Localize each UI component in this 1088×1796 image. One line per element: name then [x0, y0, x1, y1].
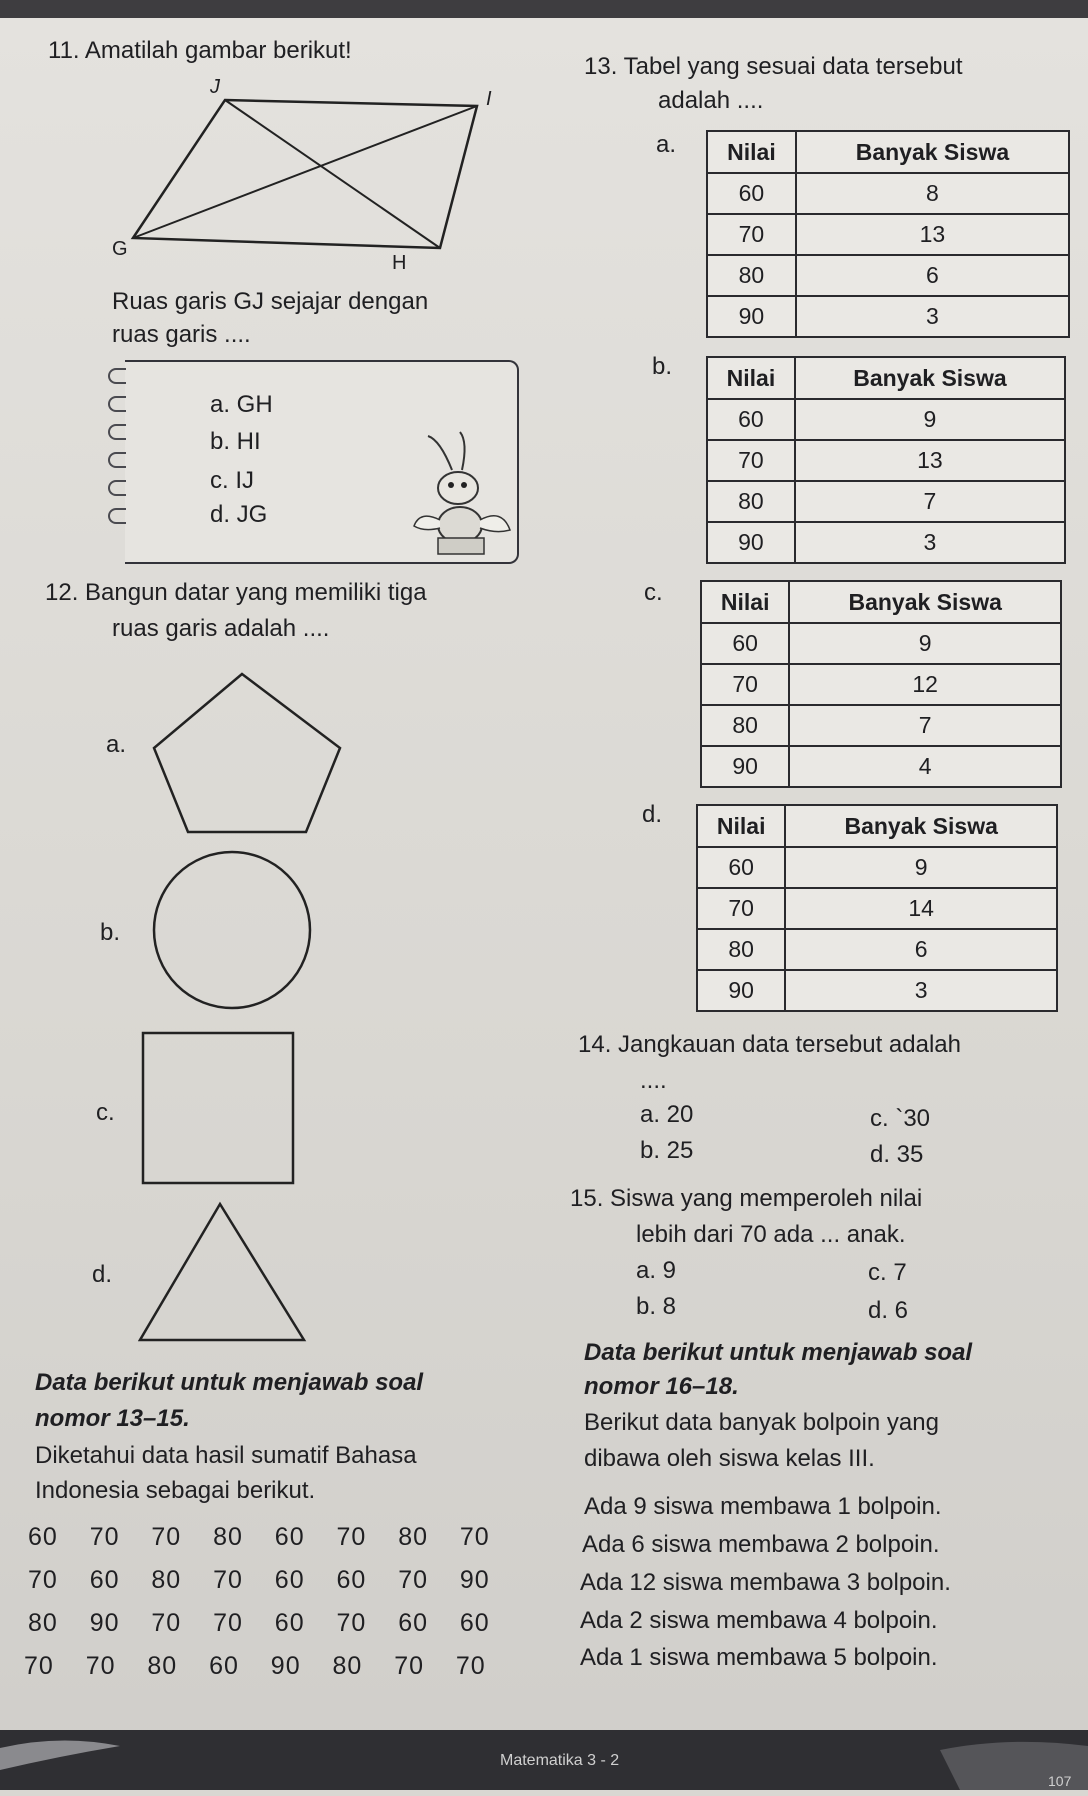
top-edge [0, 0, 1088, 18]
q13-table-a-label: a. [656, 131, 677, 158]
cell-nilai: 90 [701, 746, 789, 787]
circle-shape [150, 848, 320, 1018]
point-label-j: J [210, 76, 220, 98]
cell-count: 13 [795, 440, 1065, 481]
parallelogram-figure [105, 78, 535, 278]
q11-title: 11. Amatilah gambar berikut! [48, 37, 352, 64]
q12-option-c-label: c. [96, 1099, 115, 1126]
q12-option-d-label: d. [92, 1261, 113, 1288]
header-banyak-siswa: Banyak Siswa [789, 581, 1061, 623]
q11-option-a: a. GH [210, 391, 273, 418]
score-row-4: 70 70 80 60 90 80 70 70 [24, 1652, 486, 1680]
data-intro-16-18-line2: nomor 16–18. [584, 1373, 739, 1400]
q11-question-line1: Ruas garis GJ sejajar dengan [112, 288, 429, 315]
cell-nilai: 80 [697, 929, 785, 970]
cell-nilai: 60 [701, 623, 789, 664]
data-intro-16-18-line1: Data berikut untuk menjawab soal [584, 1339, 973, 1366]
q14-option-b: b. 25 [640, 1137, 694, 1164]
point-label-i: I [486, 88, 492, 110]
pen-fact-5: Ada 1 siswa membawa 5 bolpoin. [580, 1644, 938, 1671]
q13-table-c-label: c. [644, 579, 663, 606]
binder-ring [108, 396, 126, 412]
header-nilai: Nilai [707, 357, 795, 399]
page-number: 107 [1048, 1773, 1072, 1789]
cell-nilai: 80 [701, 705, 789, 746]
cell-nilai: 60 [707, 399, 795, 440]
binder-ring [108, 480, 126, 496]
data-intro-13-15-line3: Diketahui data hasil sumatif Bahasa [35, 1442, 417, 1469]
cell-nilai: 70 [697, 888, 785, 929]
cell-count: 6 [796, 255, 1069, 296]
cell-count: 8 [796, 173, 1069, 214]
q15-option-b: b. 8 [636, 1293, 677, 1320]
binder-ring [108, 424, 126, 440]
point-label-h: H [392, 252, 407, 274]
q15-title-line2: lebih dari 70 ada ... anak. [636, 1221, 906, 1248]
cell-nilai: 80 [707, 255, 796, 296]
footer-bar [0, 1730, 1088, 1790]
header-banyak-siswa: Banyak Siswa [796, 131, 1069, 173]
footer-book-title: Matematika 3 - 2 [500, 1752, 620, 1769]
cell-count: 3 [785, 970, 1057, 1011]
cell-nilai: 70 [707, 440, 795, 481]
cell-count: 12 [789, 664, 1061, 705]
header-nilai: Nilai [697, 805, 785, 847]
square-shape [140, 1030, 300, 1190]
q15-option-a: a. 9 [636, 1257, 677, 1284]
triangle-shape [138, 1198, 308, 1346]
score-row-3: 80 90 70 70 60 70 60 60 [28, 1609, 490, 1637]
q14-option-c: c. `30 [870, 1105, 931, 1132]
q13-title-line1: 13. Tabel yang sesuai data tersebut [584, 53, 963, 80]
cell-nilai: 80 [707, 481, 795, 522]
cell-nilai: 70 [701, 664, 789, 705]
data-intro-13-15-line4: Indonesia sebagai berikut. [35, 1477, 316, 1504]
q13-title-line2: adalah .... [658, 87, 764, 114]
cell-count: 9 [785, 847, 1057, 888]
q11-option-c: c. IJ [210, 467, 255, 494]
cell-nilai: 60 [697, 847, 785, 888]
cell-count: 7 [795, 481, 1065, 522]
header-banyak-siswa: Banyak Siswa [795, 357, 1065, 399]
cell-nilai: 60 [707, 173, 796, 214]
data-intro-13-15-line1: Data berikut untuk menjawab soal [35, 1369, 424, 1396]
q14-title-line2: .... [640, 1067, 667, 1094]
cell-nilai: 90 [707, 296, 796, 337]
pen-fact-1: Ada 9 siswa membawa 1 bolpoin. [584, 1493, 942, 1520]
q12-option-a-label: a. [106, 731, 127, 758]
pen-fact-4: Ada 2 siswa membawa 4 bolpoin. [580, 1607, 938, 1634]
cell-nilai: 70 [707, 214, 796, 255]
q13-table-b [706, 356, 1066, 564]
cell-nilai: 90 [707, 522, 795, 563]
pentagon-shape [150, 668, 350, 840]
q14-option-a: a. 20 [640, 1101, 694, 1128]
score-row-2: 70 60 80 70 60 60 70 90 [28, 1566, 490, 1594]
score-row-1: 60 70 70 80 60 70 80 70 [28, 1523, 490, 1551]
q13-table-b-label: b. [652, 353, 673, 380]
cell-count: 3 [796, 296, 1069, 337]
q15-option-c: c. 7 [868, 1259, 907, 1286]
header-nilai: Nilai [701, 581, 789, 623]
q14-title-line1: 14. Jangkauan data tersebut adalah [578, 1031, 961, 1058]
header-banyak-siswa: Banyak Siswa [785, 805, 1057, 847]
q13-table-d [696, 804, 1058, 1012]
cell-nilai: 90 [697, 970, 785, 1011]
q13-table-c [700, 580, 1062, 788]
q13-table-d-label: d. [642, 801, 663, 828]
cell-count: 14 [785, 888, 1057, 929]
cell-count: 3 [795, 522, 1065, 563]
pen-fact-2: Ada 6 siswa membawa 2 bolpoin. [582, 1531, 940, 1558]
binder-ring [108, 368, 126, 384]
binder-ring [108, 508, 126, 524]
cell-count: 13 [796, 214, 1069, 255]
q14-option-d: d. 35 [870, 1141, 924, 1168]
q12-option-b-label: b. [100, 919, 121, 946]
cell-count: 9 [795, 399, 1065, 440]
q15-option-d: d. 6 [868, 1297, 909, 1324]
bee-mascot-icon [400, 430, 520, 560]
data-intro-16-18-line3: Berikut data banyak bolpoin yang [584, 1409, 939, 1436]
q15-title-line1: 15. Siswa yang memperoleh nilai [570, 1185, 923, 1212]
q12-title-line1: 12. Bangun datar yang memiliki tiga [45, 579, 427, 606]
q12-title-line2: ruas garis adalah .... [112, 615, 330, 642]
q11-option-d: d. JG [210, 501, 268, 528]
cell-count: 6 [785, 929, 1057, 970]
cell-count: 7 [789, 705, 1061, 746]
pen-fact-3: Ada 12 siswa membawa 3 bolpoin. [580, 1569, 951, 1596]
header-nilai: Nilai [707, 131, 796, 173]
data-intro-13-15-line2: nomor 13–15. [35, 1405, 190, 1432]
q11-question-line2: ruas garis .... [112, 321, 251, 348]
binder-ring [108, 452, 126, 468]
cell-count: 9 [789, 623, 1061, 664]
cell-count: 4 [789, 746, 1061, 787]
q11-option-b: b. HI [210, 428, 261, 455]
point-label-g: G [112, 238, 128, 260]
q13-table-a [706, 130, 1070, 338]
data-intro-16-18-line4: dibawa oleh siswa kelas III. [584, 1445, 875, 1472]
